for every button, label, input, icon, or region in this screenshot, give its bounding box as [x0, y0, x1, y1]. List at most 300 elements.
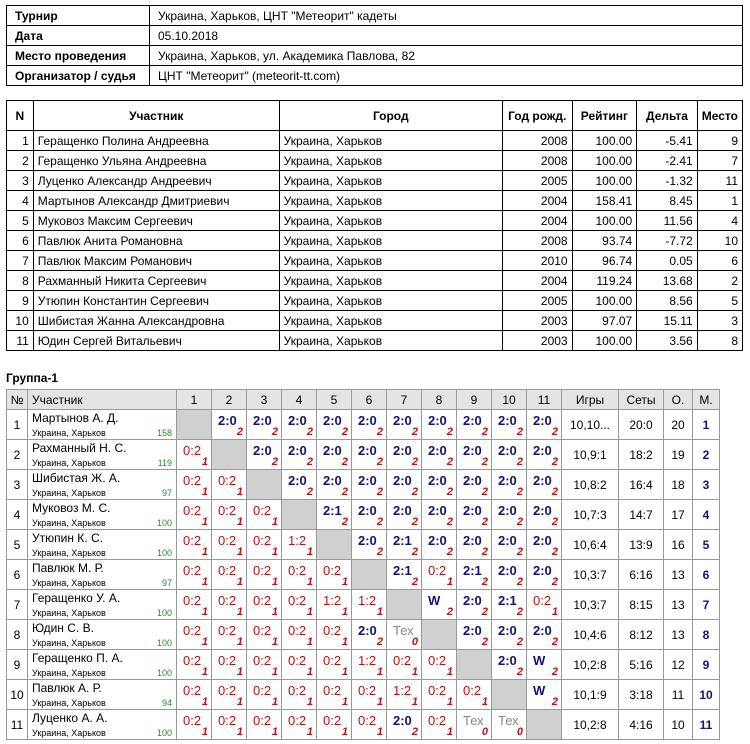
- match-score: 0:2: [253, 713, 272, 728]
- participants-header: Год рожд.: [502, 101, 572, 131]
- participant-cell: 2008: [502, 131, 572, 151]
- match-points: 2: [271, 456, 278, 468]
- row-number: 6: [7, 560, 28, 590]
- match-result-cell: [212, 560, 247, 590]
- match-score: 2:0: [358, 623, 377, 638]
- participant-city: Украина, Харьков: [32, 728, 106, 738]
- match-result-cell: [247, 560, 282, 590]
- match-points: 1: [341, 576, 348, 588]
- participant-cell: Утюпин Константин Сергеевич: [33, 291, 279, 311]
- match-score: 0:2: [183, 563, 202, 578]
- participant-rating: 97: [161, 578, 172, 588]
- match-score: 2:0: [463, 533, 482, 548]
- participant-name-cell: [28, 530, 177, 560]
- row-number: 11: [7, 710, 28, 740]
- participant-cell: Украина, Харьков: [279, 131, 502, 151]
- match-result-cell: [177, 440, 212, 470]
- match-result-cell: [352, 620, 387, 650]
- grid-row: [7, 500, 720, 530]
- match-points: 1: [341, 666, 348, 678]
- match-score: 2:0: [463, 623, 482, 638]
- match-score: 2:0: [323, 473, 342, 488]
- match-points: 2: [306, 426, 313, 438]
- participant-cell: 2003: [502, 331, 572, 351]
- match-result-cell: [282, 710, 317, 740]
- match-points: 1: [446, 696, 453, 708]
- match-points: 2: [376, 546, 383, 558]
- participant-cell: 8: [7, 271, 34, 291]
- participant-rating: 97: [161, 488, 172, 498]
- participant-cell: 3: [697, 311, 742, 331]
- place-cell: 8: [693, 620, 720, 650]
- match-points: 2: [341, 516, 348, 528]
- match-result-cell: [282, 470, 317, 500]
- match-score: 2:0: [533, 443, 552, 458]
- match-score: 0:2: [218, 593, 237, 608]
- info-row: [7, 66, 743, 86]
- participant-cell: Украина, Харьков: [279, 171, 502, 191]
- grid-row: [7, 410, 720, 440]
- match-points: 2: [341, 486, 348, 498]
- grid-header: Сеты: [619, 390, 664, 410]
- match-result-cell: [422, 530, 457, 560]
- participant-cell: 0.05: [637, 251, 698, 271]
- participant-rating: 158: [156, 428, 172, 438]
- participant-city: Украина, Харьков: [32, 668, 106, 678]
- match-result-cell: [422, 440, 457, 470]
- participant-cell: Украина, Харьков: [279, 331, 502, 351]
- group-results-grid: [6, 389, 720, 740]
- match-points: 2: [551, 666, 558, 678]
- match-score: 0:2: [183, 503, 202, 518]
- match-score: 2:1: [323, 503, 342, 518]
- match-result-cell: [422, 650, 457, 680]
- participant-cell: 3.56: [637, 331, 698, 351]
- match-result-cell: [177, 530, 212, 560]
- participant-cell: Геращенко Полина Андреевна: [33, 131, 279, 151]
- match-result-cell: [177, 560, 212, 590]
- participant-name: Павлюк М. Р.: [32, 561, 104, 575]
- match-score: 2:0: [393, 713, 412, 728]
- participant-cell: Мартынов Александр Дмитриевич: [33, 191, 279, 211]
- participant-cell: -2.41: [637, 151, 698, 171]
- match-score: 2:0: [428, 443, 447, 458]
- match-score: 2:0: [393, 413, 412, 428]
- participant-row: [7, 191, 743, 211]
- match-result-cell: [492, 410, 527, 440]
- match-score: 0:2: [463, 683, 482, 698]
- grid-row: [7, 440, 720, 470]
- match-score: 1:2: [358, 653, 377, 668]
- participant-rating: 100: [156, 728, 172, 738]
- match-score: 0:2: [253, 653, 272, 668]
- participant-city: Украина, Харьков: [32, 548, 106, 558]
- info-row: [7, 46, 743, 66]
- match-points: 1: [271, 636, 278, 648]
- points-cell: 11: [664, 680, 693, 710]
- participant-cell: 2: [697, 271, 742, 291]
- self-match-cell: [212, 440, 247, 470]
- match-score: 2:0: [498, 533, 517, 548]
- match-points: 2: [516, 486, 523, 498]
- self-match-cell: [457, 650, 492, 680]
- match-points: 2: [376, 636, 383, 648]
- match-points: 1: [446, 726, 453, 738]
- match-score: 0:2: [428, 653, 447, 668]
- match-score: 2:0: [498, 473, 517, 488]
- match-result-cell: [457, 680, 492, 710]
- match-score: 0:2: [323, 713, 342, 728]
- sets-cell: 18:2: [619, 440, 664, 470]
- match-points: 1: [376, 696, 383, 708]
- participants-header: N: [7, 101, 34, 131]
- games-cell: 10,3:7: [562, 590, 619, 620]
- match-points: 1: [271, 576, 278, 588]
- match-score: 0:2: [428, 683, 447, 698]
- participants-header: Рейтинг: [572, 101, 637, 131]
- participant-name-cell: [28, 650, 177, 680]
- match-score: 2:0: [253, 413, 272, 428]
- match-points: 2: [411, 726, 418, 738]
- grid-header: 6: [352, 390, 387, 410]
- participant-name-cell: [28, 500, 177, 530]
- match-score: 2:0: [463, 473, 482, 488]
- match-points: 2: [481, 576, 488, 588]
- match-points: 1: [201, 726, 208, 738]
- participants-table: [6, 100, 743, 351]
- tournament-info-table: [6, 5, 743, 86]
- match-score: 0:2: [218, 503, 237, 518]
- match-score: 0:2: [183, 683, 202, 698]
- match-result-cell: [422, 710, 457, 740]
- participant-cell: 8.45: [637, 191, 698, 211]
- points-cell: 13: [664, 590, 693, 620]
- place-cell: 2: [693, 440, 720, 470]
- points-cell: 13: [664, 560, 693, 590]
- group-title: Группа-1: [6, 371, 59, 385]
- match-score: 2:0: [253, 443, 272, 458]
- participant-rating: 100: [156, 668, 172, 678]
- match-score: 1:2: [288, 533, 307, 548]
- grid-row: [7, 470, 720, 500]
- match-result-cell: [247, 440, 282, 470]
- match-score: 0:2: [183, 713, 202, 728]
- participants-header: Участник: [33, 101, 279, 131]
- participant-rating: 100: [156, 638, 172, 648]
- match-result-cell: [212, 710, 247, 740]
- match-points: 2: [446, 546, 453, 558]
- match-points: 2: [376, 456, 383, 468]
- participant-cell: Украина, Харьков: [279, 311, 502, 331]
- participant-cell: 11.56: [637, 211, 698, 231]
- row-number: 8: [7, 620, 28, 650]
- match-points: 2: [376, 486, 383, 498]
- participant-row: [7, 231, 743, 251]
- match-result-cell: [177, 500, 212, 530]
- points-cell: 12: [664, 650, 693, 680]
- match-score: 0:2: [288, 623, 307, 638]
- match-points: 2: [481, 606, 488, 618]
- match-points: 1: [271, 726, 278, 738]
- match-score: 2:0: [288, 473, 307, 488]
- match-points: 2: [446, 606, 453, 618]
- match-score: 0:2: [218, 533, 237, 548]
- match-score: 2:0: [428, 413, 447, 428]
- participant-cell: Муковоз Максим Сергеевич: [33, 211, 279, 231]
- match-points: 2: [516, 666, 523, 678]
- match-score: W: [428, 593, 441, 608]
- match-points: 2: [411, 516, 418, 528]
- match-points: 2: [376, 426, 383, 438]
- match-result-cell: [527, 410, 562, 440]
- match-score: 0:2: [183, 653, 202, 668]
- match-result-cell: [282, 650, 317, 680]
- match-result-cell: [317, 440, 352, 470]
- row-number: 4: [7, 500, 28, 530]
- games-cell: 10,8:2: [562, 470, 619, 500]
- match-score: 2:0: [533, 533, 552, 548]
- participant-cell: 1: [697, 191, 742, 211]
- participants-header: Место: [697, 101, 742, 131]
- match-score: 2:0: [428, 473, 447, 488]
- participant-cell: 5: [697, 291, 742, 311]
- match-score: 2:1: [393, 533, 412, 548]
- self-match-cell: [352, 560, 387, 590]
- match-points: 1: [306, 606, 313, 618]
- place-cell: 5: [693, 530, 720, 560]
- match-points: 1: [551, 606, 558, 618]
- participant-cell: 6: [7, 231, 34, 251]
- match-score: 2:0: [358, 443, 377, 458]
- match-points: 2: [411, 426, 418, 438]
- participant-cell: 100.00: [572, 131, 637, 151]
- participant-cell: 2: [7, 151, 34, 171]
- match-result-cell: [352, 650, 387, 680]
- match-points: 1: [271, 516, 278, 528]
- row-number: 2: [7, 440, 28, 470]
- match-result-cell: [527, 470, 562, 500]
- points-cell: 20: [664, 410, 693, 440]
- grid-header: 2: [212, 390, 247, 410]
- grid-header: 9: [457, 390, 492, 410]
- match-points: 1: [236, 696, 243, 708]
- match-result-cell: [247, 650, 282, 680]
- participant-cell: Украина, Харьков: [279, 211, 502, 231]
- match-score: 1:2: [393, 683, 412, 698]
- match-score: 0:2: [393, 653, 412, 668]
- match-points: 1: [201, 516, 208, 528]
- match-points: 1: [201, 696, 208, 708]
- participant-cell: Геращенко Ульяна Андреевна: [33, 151, 279, 171]
- match-result-cell: [212, 650, 247, 680]
- participant-cell: 8: [697, 331, 742, 351]
- row-number: 1: [7, 410, 28, 440]
- match-points: 2: [446, 516, 453, 528]
- participant-row: [7, 291, 743, 311]
- participant-name: Юдин С. В.: [32, 621, 94, 635]
- participant-name: Утюпин К. С.: [32, 531, 103, 545]
- grid-header: 11: [527, 390, 562, 410]
- match-points: 2: [516, 546, 523, 558]
- match-score: 2:0: [288, 443, 307, 458]
- grid-row: [7, 680, 720, 710]
- match-result-cell: [492, 530, 527, 560]
- grid-header: №: [7, 390, 28, 410]
- match-result-cell: [177, 590, 212, 620]
- match-result-cell: [492, 560, 527, 590]
- match-points: 1: [446, 576, 453, 588]
- row-number: 3: [7, 470, 28, 500]
- match-score: 2:0: [358, 473, 377, 488]
- participant-cell: 3: [7, 171, 34, 191]
- match-points: 2: [236, 426, 243, 438]
- participant-cell: 100.00: [572, 331, 637, 351]
- match-points: 1: [341, 726, 348, 738]
- row-number: 9: [7, 650, 28, 680]
- match-score: 0:2: [183, 593, 202, 608]
- match-result-cell: [177, 470, 212, 500]
- match-result-cell: [492, 590, 527, 620]
- match-points: 1: [236, 606, 243, 618]
- match-score: 0:2: [253, 593, 272, 608]
- place-cell: 1: [693, 410, 720, 440]
- match-result-cell: [282, 680, 317, 710]
- match-result-cell: [527, 590, 562, 620]
- participant-cell: Украина, Харьков: [279, 271, 502, 291]
- points-cell: 19: [664, 440, 693, 470]
- match-result-cell: [387, 650, 422, 680]
- match-score: 0:2: [253, 623, 272, 638]
- match-result-cell: [352, 470, 387, 500]
- games-cell: 10,6:4: [562, 530, 619, 560]
- match-result-cell: [527, 680, 562, 710]
- match-result-cell: [492, 470, 527, 500]
- match-points: 1: [201, 636, 208, 648]
- participant-name: Шибистая Ж. А.: [32, 471, 121, 485]
- grid-row: [7, 620, 720, 650]
- games-cell: 10,7:3: [562, 500, 619, 530]
- row-number: 7: [7, 590, 28, 620]
- match-score: 2:0: [533, 503, 552, 518]
- grid-header: 3: [247, 390, 282, 410]
- match-result-cell: [492, 710, 527, 740]
- match-points: 2: [516, 576, 523, 588]
- match-points: 2: [516, 426, 523, 438]
- match-result-cell: [247, 620, 282, 650]
- participant-cell: 2004: [502, 191, 572, 211]
- place-cell: 6: [693, 560, 720, 590]
- match-points: 2: [516, 636, 523, 648]
- match-result-cell: [282, 440, 317, 470]
- participant-city: Украина, Харьков: [32, 518, 106, 528]
- match-points: 1: [376, 726, 383, 738]
- sets-cell: 3:18: [619, 680, 664, 710]
- match-score: 2:0: [498, 503, 517, 518]
- match-score: 2:0: [498, 413, 517, 428]
- match-result-cell: [212, 620, 247, 650]
- match-result-cell: [212, 500, 247, 530]
- participant-name-cell: [28, 410, 177, 440]
- match-result-cell: [282, 410, 317, 440]
- match-score: 0:2: [288, 683, 307, 698]
- match-result-cell: [212, 470, 247, 500]
- match-result-cell: [457, 590, 492, 620]
- sets-cell: 8:12: [619, 620, 664, 650]
- match-points: 2: [516, 516, 523, 528]
- self-match-cell: [422, 620, 457, 650]
- grid-row: [7, 560, 720, 590]
- match-score: 2:0: [358, 503, 377, 518]
- participant-cell: 2005: [502, 291, 572, 311]
- participant-cell: -1.32: [637, 171, 698, 191]
- match-result-cell: [212, 680, 247, 710]
- match-points: 1: [271, 696, 278, 708]
- participant-name-cell: [28, 560, 177, 590]
- participant-row: [7, 271, 743, 291]
- participant-cell: 15.11: [637, 311, 698, 331]
- match-score: 0:2: [253, 533, 272, 548]
- sets-cell: 6:16: [619, 560, 664, 590]
- match-result-cell: [352, 530, 387, 560]
- sets-cell: 5:16: [619, 650, 664, 680]
- match-result-cell: [317, 710, 352, 740]
- match-result-cell: [352, 500, 387, 530]
- participant-cell: 10: [697, 231, 742, 251]
- match-score: 0:2: [323, 563, 342, 578]
- match-points: 1: [201, 606, 208, 618]
- participant-cell: 2008: [502, 231, 572, 251]
- participant-cell: 2008: [502, 151, 572, 171]
- participant-city: Украина, Харьков: [32, 698, 106, 708]
- row-number: 5: [7, 530, 28, 560]
- match-score: 1:2: [323, 593, 342, 608]
- match-points: 1: [271, 666, 278, 678]
- match-points: 2: [551, 486, 558, 498]
- match-points: 1: [306, 576, 313, 588]
- grid-header: 4: [282, 390, 317, 410]
- match-result-cell: [247, 500, 282, 530]
- match-score: 0:2: [218, 623, 237, 638]
- match-result-cell: [352, 710, 387, 740]
- self-match-cell: [247, 470, 282, 500]
- match-result-cell: [492, 440, 527, 470]
- info-row: [7, 6, 743, 26]
- points-cell: 18: [664, 470, 693, 500]
- self-match-cell: [317, 530, 352, 560]
- games-cell: 10,10...: [562, 410, 619, 440]
- participant-city: Украина, Харьков: [32, 488, 106, 498]
- place-cell: 7: [693, 590, 720, 620]
- grid-header: Игры: [562, 390, 619, 410]
- participant-row: [7, 251, 743, 271]
- match-score: 1:2: [358, 593, 377, 608]
- info-value: ЦНТ "Метеорит" (meteorit-tt.com): [150, 66, 743, 86]
- match-points: 2: [411, 546, 418, 558]
- match-result-cell: [457, 470, 492, 500]
- match-result-cell: [317, 500, 352, 530]
- match-points: 1: [236, 546, 243, 558]
- match-points: 2: [306, 486, 313, 498]
- place-cell: 11: [693, 710, 720, 740]
- sets-cell: 4:16: [619, 710, 664, 740]
- participant-name: Геращенко П. А.: [32, 651, 123, 665]
- match-score: 2:0: [533, 623, 552, 638]
- participant-cell: 2010: [502, 251, 572, 271]
- self-match-cell: [527, 710, 562, 740]
- participant-cell: 93.74: [572, 231, 637, 251]
- match-result-cell: [177, 650, 212, 680]
- match-score: 0:2: [428, 713, 447, 728]
